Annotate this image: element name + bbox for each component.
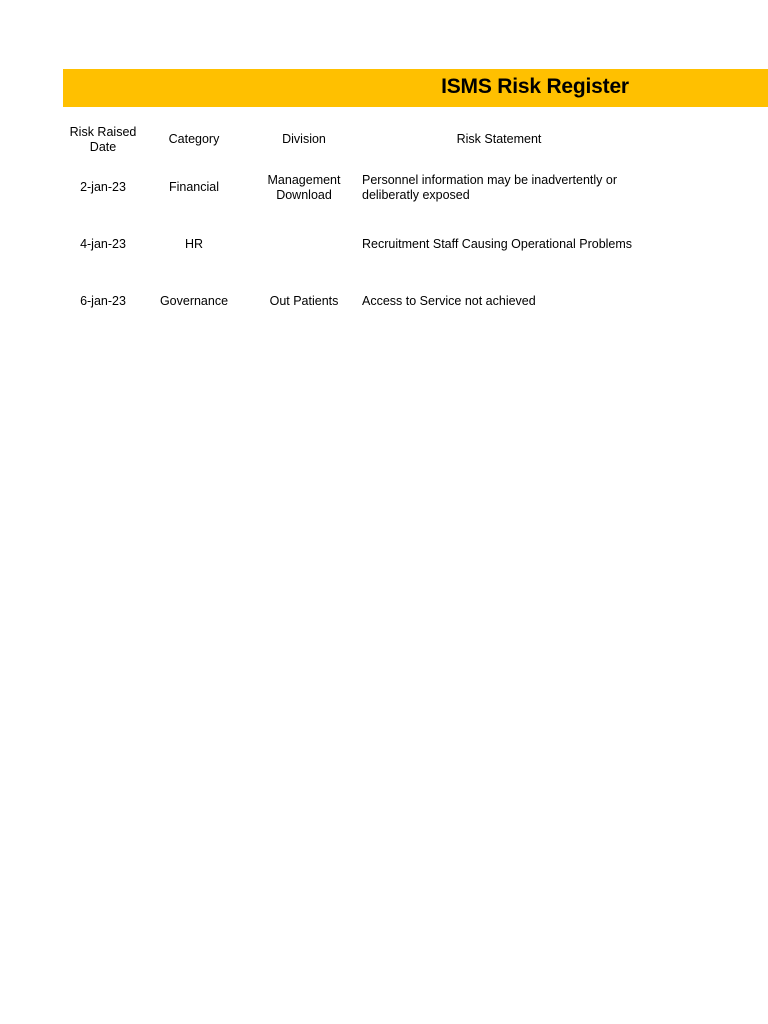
row-1-category: Financial bbox=[168, 180, 220, 194]
header-risk-raised-date-line1: Risk Raised bbox=[69, 125, 137, 139]
row-1-statement bbox=[362, 173, 662, 202]
header-risk-raised-date-line2: Date bbox=[89, 139, 117, 154]
row-2-statement: Recruitment Staff Causing Operational Problems bbox=[362, 237, 633, 251]
row-1-statement-line2: deliberatly exposed bbox=[362, 187, 470, 202]
page-title: ISMS Risk Register bbox=[441, 75, 629, 98]
row-1-statement-line1: Personnel information may be inadvertently or bbox=[362, 173, 617, 187]
row-1-date: 2-jan-23 bbox=[80, 180, 126, 194]
header-division: Division bbox=[282, 132, 326, 146]
row-1-division-line2: Download bbox=[276, 187, 332, 202]
row-2-date: 4-jan-23 bbox=[80, 237, 126, 251]
row-3-category: Governance bbox=[159, 294, 229, 308]
title-band bbox=[63, 69, 768, 107]
header-risk-statement: Risk Statement bbox=[456, 132, 542, 146]
row-2-category: HR bbox=[184, 237, 204, 251]
header-risk-raised-date bbox=[63, 125, 143, 154]
row-3-date: 6-jan-23 bbox=[80, 294, 126, 308]
row-1-division bbox=[260, 173, 348, 202]
row-1-division-line1: Management bbox=[267, 173, 341, 187]
row-3-statement: Access to Service not achieved bbox=[362, 294, 536, 308]
header-category: Category bbox=[168, 132, 220, 146]
row-3-division: Out Patients bbox=[269, 294, 339, 308]
